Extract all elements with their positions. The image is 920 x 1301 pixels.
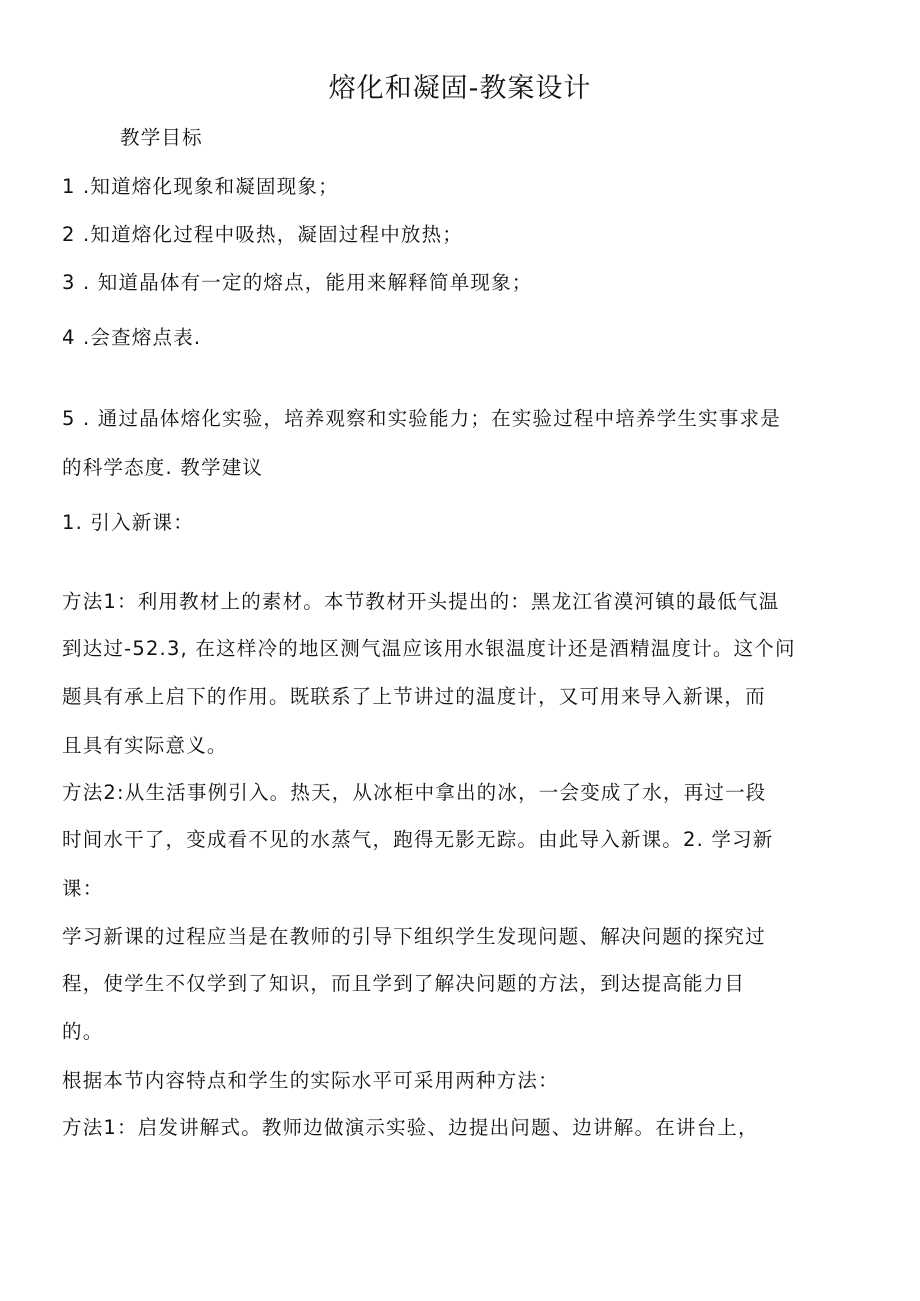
body-line: 到达过-52.3, 在这样冷的地区测气温应该用水银温度计还是酒精温度计。这个问	[62, 637, 796, 660]
objective-line: 3 . 知道晶体有一定的熔点，能用来解释简单现象；	[62, 271, 533, 294]
body-line: 时间水干了，变成看不见的水蒸气，跑得无影无踪。由此导入新课。2. 学习新	[62, 828, 774, 851]
objective-line: 1 .知道熔化现象和凝固现象；	[62, 175, 339, 198]
body-line: 的。	[62, 1020, 104, 1043]
body-line: 方法1：利用教材上的素材。本节教材开头提出的：黑龙江省漠河镇的最低气温	[62, 590, 780, 613]
objective-line: 2 .知道熔化过程中吸热，凝固过程中放热；	[62, 223, 464, 246]
document-title: 熔化和凝固-教案设计	[328, 73, 592, 104]
body-line: 方法2:从生活事例引入。热天，从冰柜中拿出的冰，一会变成了水，再过一段	[62, 781, 767, 804]
body-line: 程，使学生不仅学到了知识，而且学到了解决问题的方法，到达提高能力目	[62, 972, 746, 995]
objective-line: 4 .会查熔点表.	[62, 326, 202, 349]
objective-line: 5 . 通过晶体熔化实验，培养观察和实验能力；在实验过程中培养学生实事求是	[62, 407, 781, 430]
section-heading: 教学目标	[120, 126, 203, 149]
step-heading: 1. 引入新课：	[62, 511, 194, 534]
body-line: 题具有承上启下的作用。既联系了上节讲过的温度计，又可用来导入新课，而	[62, 685, 766, 708]
body-line: 课：	[62, 877, 104, 900]
objective-line: 的科学态度. 教学建议	[62, 456, 264, 479]
body-line: 且具有实际意义。	[62, 734, 228, 757]
body-line: 方法1：启发讲解式。教师边做演示实验、边提出问题、边讲解。在讲台上，	[62, 1116, 759, 1139]
body-line: 根据本节内容特点和学生的实际水平可采用两种方法：	[62, 1069, 559, 1092]
body-line: 学习新课的过程应当是在教师的引导下组织学生发现问题、解决问题的探究过	[62, 925, 766, 948]
